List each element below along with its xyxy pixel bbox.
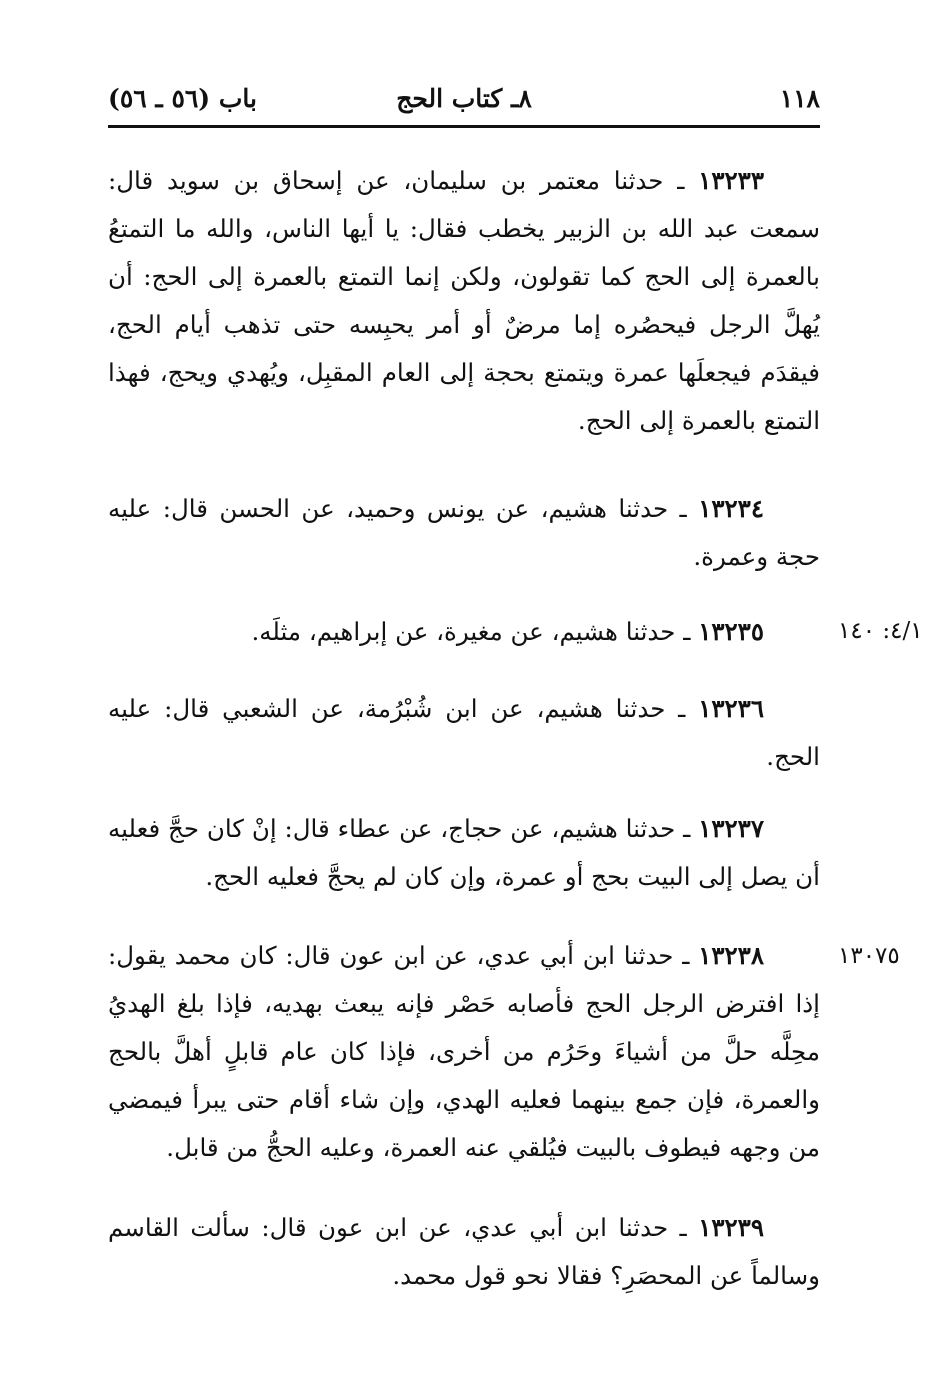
hadith-text: ـ حدثنا ابن أبي عدي، عن ابن عون قال: سألت القاسم وسالماً عن المحصَرِ؟ فقالا نحو قول محمد. [108,1213,820,1290]
hadith-number: ١٣٢٣٧ [698,814,764,843]
hadith-13234 [108,485,820,581]
hadith-13237 [108,805,820,901]
hadith-13239 [108,1204,820,1300]
book-title: ٨ـ كتاب الحج [396,84,532,113]
hadith-13238 [108,932,820,1172]
hadith-number: ١٣٢٣٥ [698,617,764,646]
hadith-number: ١٣٢٣٩ [698,1213,764,1242]
hadith-number: ١٣٢٣٣ [698,166,764,195]
chapter-title: باب (٥٦ ـ ٥٦) [108,84,257,113]
page-number: ١١٨ [779,84,820,113]
hadith-13235 [108,608,820,656]
hadith-13233 [108,157,820,445]
hadith-text: ـ حدثنا هشيم، عن مغيرة، عن إبراهيم، مثلَه. [251,617,691,646]
hadith-number: ١٣٢٣٨ [698,941,764,970]
hadith-text: ـ حدثنا معتمر بن سليمان، عن إسحاق بن سويد قال: سمعت عبد الله بن الزبير يخطب فقال: يا أيها الناس، والله ما التمتعُ بالعمرة إلى الحج كما تقولون، ولكن إنما التمتع بالعمرة إلى الحج: أن يُهلَّ الرجل فيحصُره إما مرضٌ أو أمر يحبِسه حتى تذهب أيام الحج، فيقدَم فيجعلَها عمرة ويتمتع بحجة إلى العام المقبِل، ويُهدي ويحج، فهذا التمتع بالعمرة إلى الحج. [108,166,820,435]
hadith-number: ١٣٢٣٦ [698,694,764,723]
header-rule [108,125,820,128]
hadith-number: ١٣٢٣٤ [698,494,764,523]
margin-note-reference: ٤/١: ١٤٠ [838,618,923,644]
hadith-text: ـ حدثنا هشيم، عن يونس وحميد، عن الحسن قال: عليه حجة وعمرة. [108,494,820,571]
hadith-text: ـ حدثنا هشيم، عن ابن شُبْرُمة، عن الشعبي قال: عليه الحج. [108,694,820,771]
page-header [108,78,820,128]
hadith-text: ـ حدثنا هشيم، عن حجاج، عن عطاء قال: إنْ كان حجَّ فعليه أن يصل إلى البيت بحج أو عمرة، وإن كان لم يحجَّ فعليه الحج. [108,814,820,891]
margin-note-number: ١٣٠٧٥ [838,943,900,969]
hadith-13236 [108,685,820,781]
hadith-text: ـ حدثنا ابن أبي عدي، عن ابن عون قال: كان محمد يقول: إذا افترض الرجل الحج فأصابه حَصْر فإنه يبعث بهديه، فإذا بلغ الهديُ محِلَّه حلَّ من أشياءَ وحَرُم من أخرى، فإذا كان عام قابلٍ أهلَّ بالحج والعمرة، فإن جمع بينهما فعليه الهدي، وإن شاء أقام حتى يبرأ فيمضي من وجهه فيطوف بالبيت فيُلقي عنه العمرة، وعليه الحجُّ من قابل. [108,941,820,1162]
